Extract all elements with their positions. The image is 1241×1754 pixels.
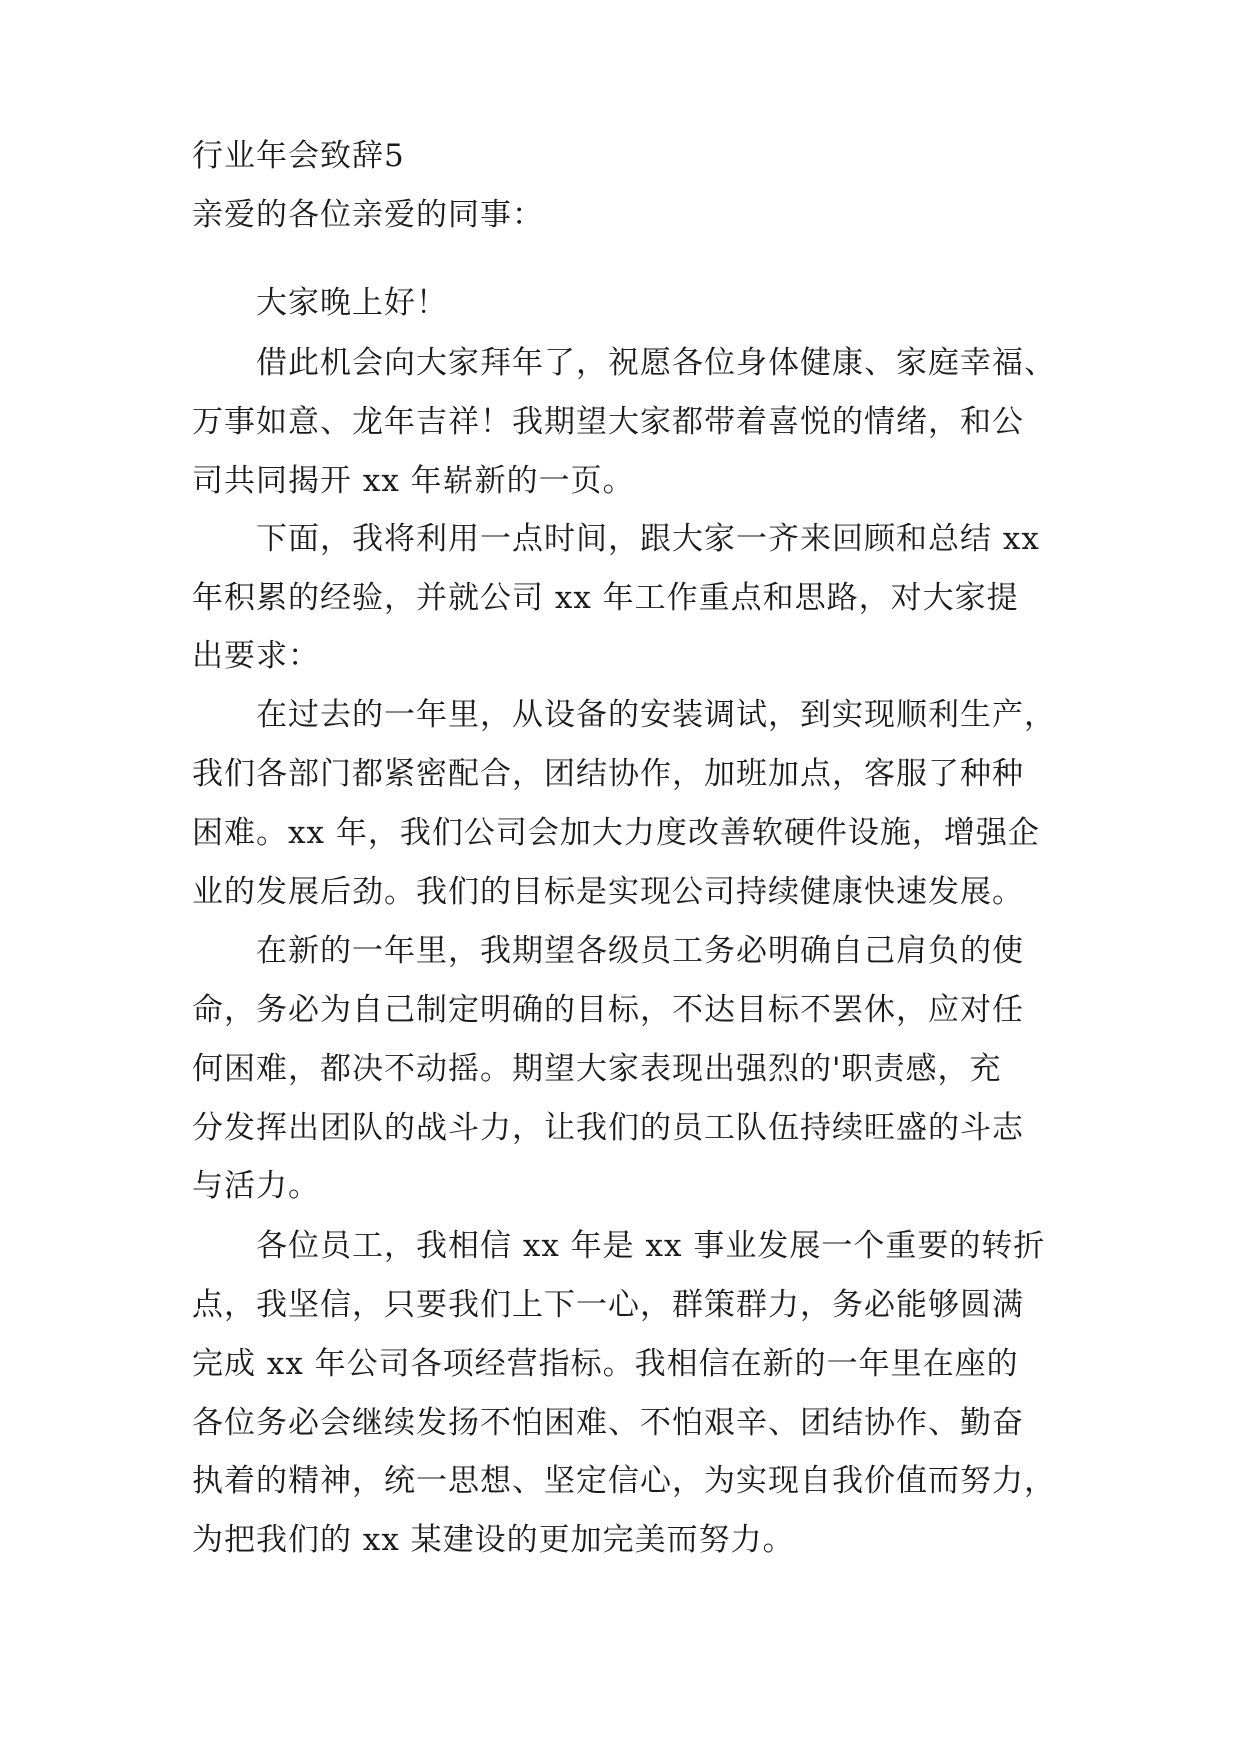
paragraph-line: 我们各部门都紧密配合，团结协作，加班加点，客服了种种 bbox=[192, 756, 1024, 792]
paragraph-line: 年积累的经验，并就公司 xx 年工作重点和思路，对大家提 bbox=[192, 580, 1019, 616]
paragraph-line: 借此机会向大家拜年了，祝愿各位身体健康、家庭幸福、 bbox=[256, 345, 1056, 381]
paragraph-line: 为把我们的 xx 某建设的更加完美而努力。 bbox=[192, 1522, 795, 1558]
paragraph-line: 各位务必会继续发扬不怕困难、不怕艰辛、团结协作、勤奋 bbox=[192, 1405, 1024, 1441]
paragraph-line: 与活力。 bbox=[192, 1168, 320, 1204]
paragraph-line: 在新的一年里，我期望各级员工务必明确自己肩负的使 bbox=[256, 933, 1024, 969]
paragraph-line: 下面，我将利用一点时间，跟大家一齐来回顾和总结 xx bbox=[256, 521, 1040, 557]
paragraph-line: 完成 xx 年公司各项经营指标。我相信在新的一年里在座的 bbox=[192, 1346, 1019, 1382]
paragraph-line: 分发挥出团队的战斗力，让我们的员工队伍持续旺盛的斗志 bbox=[192, 1110, 1024, 1146]
paragraph-line: 大家晚上好！ bbox=[256, 285, 448, 321]
paragraph-line: 各位员工，我相信 xx 年是 xx 事业发展一个重要的转折 bbox=[256, 1228, 1046, 1264]
paragraph-line: 万事如意、龙年吉祥！我期望大家都带着喜悦的情绪，和公 bbox=[192, 404, 1024, 440]
paragraph-line: 命，务必为自己制定明确的目标，不达目标不罢休，应对任 bbox=[192, 992, 1024, 1028]
document-title: 行业年会致辞5 bbox=[192, 138, 405, 174]
paragraph-line: 何困难，都决不动摇。期望大家表现出强烈的'职责感，充 bbox=[192, 1051, 1002, 1087]
paragraph-line: 困难。xx 年，我们公司会加大力度改善软硬件设施，增强企 bbox=[192, 815, 1040, 851]
salutation: 亲爱的各位亲爱的同事： bbox=[192, 197, 544, 233]
paragraph-line: 在过去的一年里，从设备的安装调试，到实现顺利生产， bbox=[256, 697, 1056, 733]
paragraph-line: 执着的精神，统一思想、坚定信心，为实现自我价值而努力， bbox=[192, 1463, 1056, 1499]
paragraph-line: 司共同揭开 xx 年崭新的一页。 bbox=[192, 463, 635, 499]
paragraph-line: 出要求： bbox=[192, 638, 320, 674]
paragraph-line: 点，我坚信，只要我们上下一心，群策群力，务必能够圆满 bbox=[192, 1287, 1024, 1323]
paragraph-line: 业的发展后劲。我们的目标是实现公司持续健康快速发展。 bbox=[192, 874, 1024, 910]
